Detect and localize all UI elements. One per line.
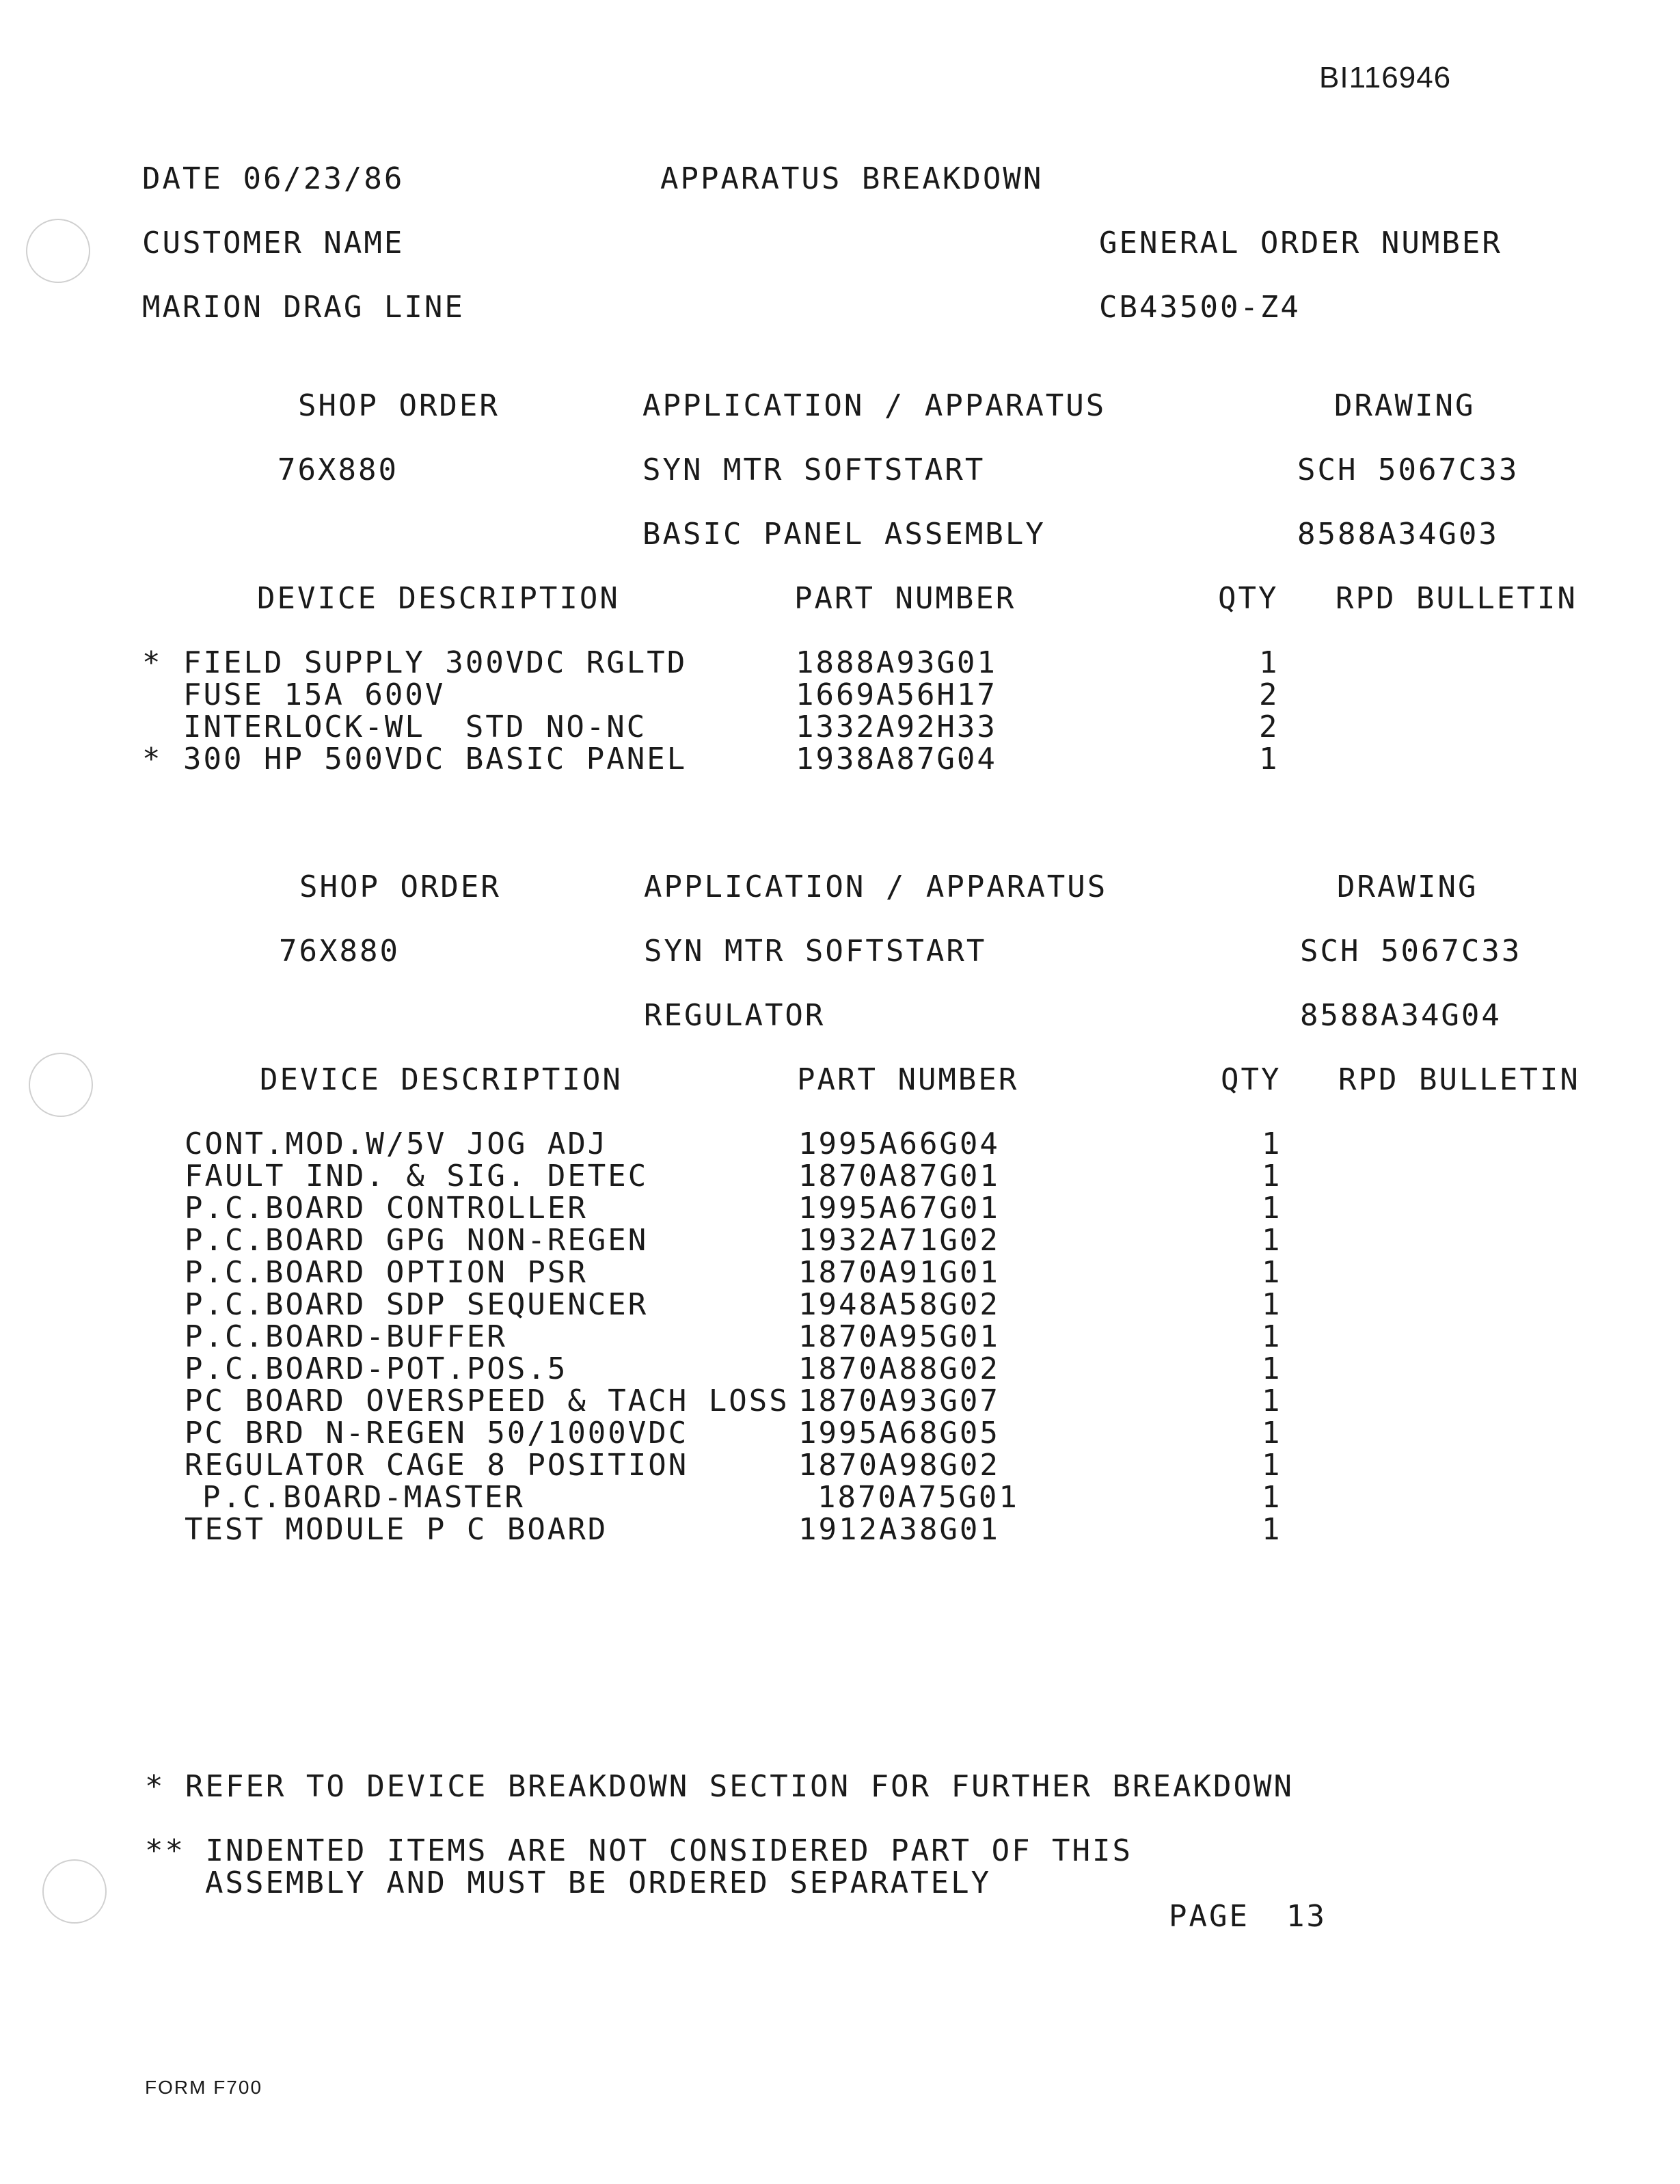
s1-col-rpd-bulletin: RPD BULLETIN — [1336, 581, 1577, 616]
s1-drawing-label: DRAWING — [1334, 388, 1476, 423]
s2-application-label: APPLICATION / APPARATUS — [644, 869, 1108, 904]
row-description: P.C.BOARD SDP SEQUENCER — [185, 1287, 649, 1322]
row-part-number: 1995A67G01 — [798, 1191, 1000, 1226]
s2-drawing-label: DRAWING — [1337, 869, 1478, 904]
row-part-number: 1995A68G05 — [798, 1416, 1000, 1451]
customer-name-label: CUSTOMER NAME — [142, 226, 405, 260]
row-qty: 1 — [1262, 1448, 1282, 1483]
row-qty: 2 — [1259, 710, 1279, 744]
row-description: INTERLOCK-WL STD NO-NC — [183, 710, 647, 744]
row-mark: * — [142, 645, 163, 680]
row-part-number: 1870A95G01 — [798, 1319, 1000, 1354]
customer-name: MARION DRAG LINE — [142, 290, 465, 325]
s1-apparatus: BASIC PANEL ASSEMBLY — [642, 517, 1046, 552]
s2-application: SYN MTR SOFTSTART — [644, 934, 987, 969]
punch-hole-top — [26, 219, 90, 283]
footnote-indented-line1: ** INDENTED ITEMS ARE NOT CONSIDERED PART OF THIS — [145, 1833, 1133, 1868]
row-part-number: 1870A88G02 — [798, 1351, 1000, 1386]
bates-number: BI116946 — [1319, 61, 1452, 94]
row-qty: 1 — [1262, 1159, 1282, 1194]
row-description: CONT.MOD.W/5V JOG ADJ — [185, 1127, 608, 1161]
row-description: FUSE 15A 600V — [183, 677, 446, 712]
s1-col-part-number: PART NUMBER — [794, 581, 1016, 616]
row-description: P.C.BOARD-MASTER — [202, 1480, 525, 1515]
form-number: FORM F700 — [145, 2077, 263, 2098]
row-qty: 1 — [1262, 1416, 1282, 1451]
row-description: P.C.BOARD-POT.POS.5 — [185, 1351, 568, 1386]
row-description: PC BRD N-REGEN 50/1000VDC — [185, 1416, 689, 1451]
document-title: APPARATUS BREAKDOWN — [660, 161, 1044, 196]
s1-col-description: DEVICE DESCRIPTION — [257, 581, 620, 616]
date-line: DATE 06/23/86 — [142, 161, 405, 196]
s2-drawing-number: 8588A34G04 — [1300, 998, 1502, 1033]
punch-hole-bottom — [42, 1859, 107, 1924]
row-qty: 1 — [1259, 645, 1279, 680]
row-part-number: 1870A91G01 — [798, 1255, 1000, 1290]
row-part-number: 1932A71G02 — [798, 1223, 1000, 1258]
s1-drawing-number: 8588A34G03 — [1297, 517, 1499, 552]
s1-application: SYN MTR SOFTSTART — [642, 453, 986, 487]
row-description: REGULATOR CAGE 8 POSITION — [185, 1448, 689, 1483]
s1-shop-order: 76X880 — [277, 453, 398, 487]
s2-drawing: SCH 5067C33 — [1300, 934, 1522, 969]
row-qty: 1 — [1262, 1287, 1282, 1322]
s2-col-qty: QTY — [1221, 1062, 1282, 1097]
row-qty: 1 — [1262, 1480, 1282, 1515]
row-description: FAULT IND. & SIG. DETEC — [185, 1159, 649, 1194]
row-qty: 1 — [1259, 742, 1279, 777]
s1-shop-order-label: SHOP ORDER — [298, 388, 500, 423]
s2-col-rpd-bulletin: RPD BULLETIN — [1338, 1062, 1580, 1097]
row-description: FIELD SUPPLY 300VDC RGLTD — [183, 645, 688, 680]
row-description: P.C.BOARD-BUFFER — [185, 1319, 507, 1354]
row-description: P.C.BOARD OPTION PSR — [185, 1255, 588, 1290]
row-part-number: 1938A87G04 — [796, 742, 997, 777]
row-qty: 1 — [1262, 1512, 1282, 1547]
row-part-number: 1888A93G01 — [796, 645, 997, 680]
row-part-number: 1332A92H33 — [796, 710, 997, 744]
row-description: PC BOARD OVERSPEED & TACH LOSS — [185, 1384, 789, 1418]
row-part-number: 1669A56H17 — [796, 677, 997, 712]
row-qty: 1 — [1262, 1255, 1282, 1290]
s2-shop-order: 76X880 — [279, 934, 400, 969]
row-part-number: 1870A75G01 — [817, 1480, 1019, 1515]
row-part-number: 1995A66G04 — [798, 1127, 1000, 1161]
row-qty: 1 — [1262, 1127, 1282, 1161]
row-part-number: 1948A58G02 — [798, 1287, 1000, 1322]
s1-col-qty: QTY — [1218, 581, 1279, 616]
row-description: TEST MODULE P C BOARD — [185, 1512, 608, 1547]
row-description: P.C.BOARD CONTROLLER — [185, 1191, 588, 1226]
row-part-number: 1912A38G01 — [798, 1512, 1000, 1547]
s2-col-part-number: PART NUMBER — [797, 1062, 1019, 1097]
row-qty: 1 — [1262, 1319, 1282, 1354]
general-order-label: GENERAL ORDER NUMBER — [1099, 226, 1502, 260]
page-number: 13 — [1286, 1899, 1327, 1934]
s1-parts-table — [0, 645, 1680, 778]
footnote-refer: * REFER TO DEVICE BREAKDOWN SECTION FOR FURTHER BREAKDOWN — [145, 1769, 1294, 1804]
row-mark: * — [142, 742, 163, 777]
row-qty: 1 — [1262, 1223, 1282, 1258]
s2-apparatus: REGULATOR — [644, 998, 826, 1033]
row-description: P.C.BOARD GPG NON-REGEN — [185, 1223, 649, 1258]
s2-shop-order-label: SHOP ORDER — [299, 869, 501, 904]
row-qty: 1 — [1262, 1351, 1282, 1386]
row-part-number: 1870A98G02 — [798, 1448, 1000, 1483]
punch-hole-middle — [29, 1053, 93, 1117]
s2-parts-table — [0, 1129, 1680, 1553]
footnote-indented-line2: ASSEMBLY AND MUST BE ORDERED SEPARATELY — [205, 1865, 992, 1900]
row-description: 300 HP 500VDC BASIC PANEL — [183, 742, 688, 777]
row-qty: 1 — [1262, 1191, 1282, 1226]
page-label: PAGE — [1169, 1899, 1249, 1934]
s2-col-description: DEVICE DESCRIPTION — [260, 1062, 623, 1097]
row-qty: 2 — [1259, 677, 1279, 712]
s1-drawing: SCH 5067C33 — [1297, 453, 1519, 487]
general-order-number: CB43500-Z4 — [1099, 290, 1301, 325]
row-qty: 1 — [1262, 1384, 1282, 1418]
row-part-number: 1870A87G01 — [798, 1159, 1000, 1194]
s1-application-label: APPLICATION / APPARATUS — [642, 388, 1107, 423]
row-part-number: 1870A93G07 — [798, 1384, 1000, 1418]
